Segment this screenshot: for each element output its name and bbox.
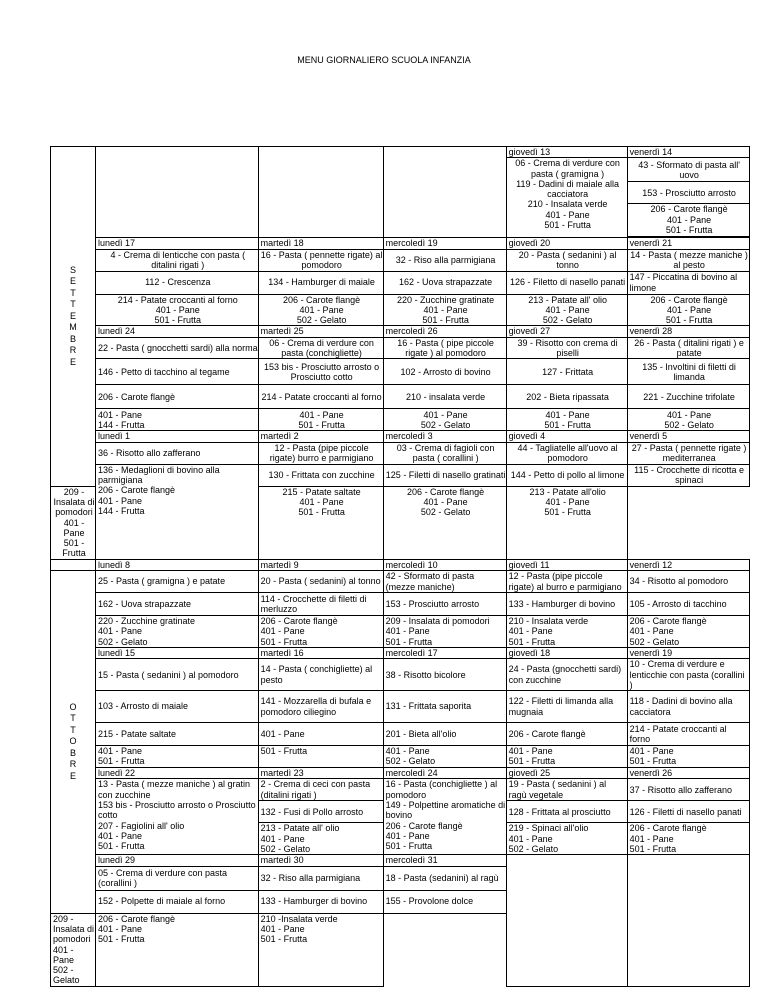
day-header: mercoledì 24 (383, 768, 506, 779)
side-dish: 215 - Patate saltate 401 - Pane 501 - Frutta (258, 486, 383, 559)
day-header: venerdì 19 (627, 647, 749, 658)
second-course: 153 - Prosciutto arrosto (627, 182, 749, 204)
side-dish: 213 - Patate all' olio 401 - Pane 502 - Gelato (506, 294, 627, 326)
side-dish: 210 -Insalata verde 401 - Pane 501 - Frutta (258, 913, 383, 986)
empty-cell (51, 559, 96, 570)
first-course: 42 - Sformato di pasta (mezze maniche) (383, 571, 506, 593)
side-dish: 206 - Carote flangè 401 - Pane 502 - Gelato (383, 486, 506, 559)
vegetable: 401 - Pane (258, 723, 383, 746)
day-header: martedì 30 (258, 855, 383, 866)
vegetable: 214 - Patate croccanti al forno (258, 385, 383, 409)
side-dish: 206 - Carote flangè 401 - Pane 501 - Frutta (627, 294, 749, 326)
first-course: 39 - Risotto con crema di piselli (506, 337, 627, 359)
day-header: martedì 9 (258, 559, 383, 570)
day-header: giovedì 27 (506, 326, 627, 337)
first-course: 18 - Pasta (sedanini) al ragù (383, 866, 506, 890)
bread-fruit: 501 - Frutta (258, 746, 383, 768)
first-course: 12 - Pasta (pipe piccole rigate) burro e parmigiano (258, 442, 383, 464)
day-header: lunedì 15 (96, 647, 259, 658)
side-dish: 206 - Carote flangè 401 - Pane 501 - Frutta (96, 913, 259, 986)
bread-fruit: 401 - Pane 502 - Gelato (383, 746, 506, 768)
menu-cell: 13 - Pasta ( mezze maniche ) al gratin con zucchine 153 bis - Prosciutto arrosto o Prosciutto cotto 207 - Fagiolini all' olio 401 - Pane 501 - Frutta (96, 779, 259, 855)
first-course: 34 - Risotto al pomodoro (627, 571, 749, 593)
first-course: 12 - Pasta (pipe piccole rigate) al burro e parmigiano (506, 571, 627, 593)
first-course: 32 - Riso alla parmigiana (383, 249, 506, 271)
second-course: 155 - Provolone dolce (383, 890, 506, 913)
day-header: martedì 18 (258, 238, 383, 249)
second-course: 153 bis - Prosciutto arrosto o Prosciutto cotto (258, 359, 383, 385)
first-course: 10 - Crema di verdure e lenticchie con pasta (corallini ) (627, 659, 749, 691)
second-course: 125 - Filetti di nasello gratinati (383, 464, 506, 486)
vegetable: 202 - Bieta ripassata (506, 385, 627, 409)
vegetable: 214 - Patate croccanti al forno (627, 723, 749, 746)
first-course: 03 - Crema di fagioli con pasta ( corallini ) (383, 442, 506, 464)
second-course: 127 - Frittata (506, 359, 627, 385)
first-course: 14 - Pasta ( mezze maniche ) al pesto (627, 249, 749, 271)
second-course: 103 - Arrosto di maiale (96, 691, 259, 723)
day-header: mercoledì 17 (383, 647, 506, 658)
day-header: giovedì 18 (506, 647, 627, 658)
first-course: 26 - Pasta ( ditalini rigati ) e patate (627, 337, 749, 359)
first-course: 05 - Crema di verdure con pasta (corallini ) (96, 866, 259, 890)
bread-fruit: 401 - Pane 501 - Frutta (96, 746, 259, 768)
empty-cell (506, 855, 627, 986)
second-course: 105 - Arrosto di tacchino (627, 593, 749, 616)
day-header: giovedì 20 (506, 238, 627, 249)
day-header: giovedì 13 (506, 147, 627, 158)
day-header: martedì 23 (258, 768, 383, 779)
first-course: 37 - Risotto allo zafferano (627, 779, 749, 801)
second-course: 144 - Petto di pollo al limone (506, 464, 627, 486)
second-course: 162 - Uova strapazzate (96, 593, 259, 616)
day-header: mercoledì 26 (383, 326, 506, 337)
day-header: martedì 2 (258, 431, 383, 442)
day-header: giovedì 25 (506, 768, 627, 779)
day-header: mercoledì 3 (383, 431, 506, 442)
second-course: 131 - Frittata saporita (383, 691, 506, 723)
second-course: 147 - Piccatina di bovino al limone (627, 271, 749, 294)
second-course: 114 - Crocchette di filetti di merluzzo (258, 593, 383, 616)
first-course: 14 - Pasta ( conchigliette) al pesto (258, 659, 383, 691)
side-dish: 206 - Carote flangè 401 - Pane 501 - Frutta (627, 204, 749, 237)
day-header: lunedì 17 (96, 238, 259, 249)
bread-fruit: 401 - Pane 501 - Frutta (506, 746, 627, 768)
first-course: 43 - Sformato di pasta all' uovo (627, 158, 749, 182)
day-header: lunedì 1 (96, 431, 259, 442)
first-course: 2 - Crema di ceci con pasta (ditalini rigati ) (258, 779, 383, 801)
menu-table (50, 146, 750, 987)
side-dish: 206 - Carote flangè 401 - Pane 502 - Gelato (258, 294, 383, 326)
page-title: MENU GIORNALIERO SCUOLA INFANZIA (297, 55, 471, 65)
day-header: venerdì 21 (627, 238, 749, 249)
second-course: 134 - Hamburger di maiale (258, 271, 383, 294)
day-header: giovedì 4 (506, 431, 627, 442)
day-header: venerdì 12 (627, 559, 749, 570)
day-header: martedì 16 (258, 647, 383, 658)
day-header: lunedì 24 (96, 326, 259, 337)
second-course: 128 - Frittata al prosciutto (506, 801, 627, 823)
first-course: 19 - Pasta ( sedanini ) al ragù vegetale (506, 779, 627, 801)
first-course: 06 - Crema di verdure con pasta (conchigliette) (258, 337, 383, 359)
day-header: giovedì 11 (506, 559, 627, 570)
empty-cell (383, 147, 506, 238)
first-course: 38 - Risotto bicolore (383, 659, 506, 691)
day-header: mercoledì 10 (383, 559, 506, 570)
first-course: 22 - Pasta ( gnocchetti sardi) alla norma (96, 337, 259, 359)
second-course: 118 - Dadini di bovino alla cacciatora (627, 691, 749, 723)
vegetable: 201 - Bieta all'olio (383, 723, 506, 746)
bread-fruit: 401 - Pane 501 - Frutta (506, 409, 627, 431)
second-course: 133 - Hamburger di bovino (506, 593, 627, 616)
side-dish: 219 - Spinaci all'olio 401 - Pane 502 - Gelato (506, 823, 627, 855)
day-header: venerdì 5 (627, 431, 749, 442)
second-course: 122 - Filetti di limanda alla mugnaia (506, 691, 627, 723)
second-course: 112 - Crescenza (96, 271, 259, 294)
side-dish: 209 - Insalata di pomodori 401 - Pane 501 - Frutta (383, 616, 506, 648)
day-header: martedì 25 (258, 326, 383, 337)
month-label-september: S E T T E M B R E (51, 147, 96, 487)
side-dish: 213 - Patate all'olio 401 - Pane 501 - Frutta (506, 486, 627, 559)
first-course: 20 - Pasta ( sedanini) al tonno (258, 571, 383, 593)
first-course: 32 - Riso alla parmigiana (258, 866, 383, 890)
side-dish: 220 - Zucchine gratinate 401 - Pane 501 - Frutta (383, 294, 506, 326)
second-course: 141 - Mozzarella di bufala e pomodoro ciliegino (258, 691, 383, 723)
side-dish: 210 - Insalata verde 401 - Pane 501 - Frutta (506, 616, 627, 648)
first-course: 20 - Pasta ( sedanini ) al tonno (506, 249, 627, 271)
bread-fruit: 401 - Pane 144 - Frutta (96, 409, 259, 431)
second-course: 126 - Filetti di nasello panati (627, 801, 749, 823)
bread-fruit: 401 - Pane 501 - Frutta (627, 746, 749, 768)
day-header: venerdì 14 (627, 147, 749, 158)
first-course: 25 - Pasta ( gramigna ) e patate (96, 571, 259, 593)
side-dish: 206 - Carote flangè 401 - Pane 502 - Gelato (627, 616, 749, 648)
side-dish: 206 - Carote flangè 401 - Pane 501 - Frutta (258, 616, 383, 648)
bread-fruit: 401 - Pane 502 - Gelato (627, 409, 749, 431)
side-dish: 220 - Zucchine gratinate 401 - Pane 502 - Gelato (96, 616, 259, 648)
side-dish: 206 - Carote flangè 401 - Pane 501 - Frutta (627, 823, 749, 855)
second-course: 153 - Prosciutto arrosto (383, 593, 506, 616)
day-header: mercoledì 19 (383, 238, 506, 249)
empty-cell (627, 855, 749, 986)
day-header: mercoledì 31 (383, 855, 506, 866)
day-header: venerdì 28 (627, 326, 749, 337)
vegetable: 210 - insalata verde (383, 385, 506, 409)
bread-fruit: 401 - Pane 502 - Gelato (383, 409, 506, 431)
menu-cell: 16 - Pasta (conchigliette ) al pomodoro 149 - Polpettine aromatiche di bovino 206 - Carote flangè 401 - Pane 501 - Frutta (383, 779, 506, 855)
second-course: 126 - Filetto di nasello panati (506, 271, 627, 294)
second-course: 132 - Fusi di Pollo arrosto (258, 801, 383, 823)
second-course: 146 - Petto di tacchino al tegame (96, 359, 259, 385)
side-dish: 213 - Patate all' olio 401 - Pane 502 - Gelato (258, 823, 383, 855)
side-dish: 209 - Insalata di pomodori 401 - Pane 501 - Frutta (51, 486, 96, 559)
menu-cell: 06 - Crema di verdure con pasta ( gramigna ) 119 - Dadini di maiale alla cacciatora 210 - Insalata verde 401 - Pane 501 - Frutta (506, 158, 627, 238)
second-course: 130 - Frittata con zucchine (258, 464, 383, 486)
second-course: 102 - Arrosto di bovino (383, 359, 506, 385)
menu-cell: 136 - Medaglioni di bovino alla parmigiana 206 - Carote flangè 401 - Pane 144 - Frutta (96, 464, 259, 559)
second-course: 115 - Crocchette di ricotta e spinaci (627, 464, 749, 486)
vegetable: 215 - Patate saltate (96, 723, 259, 746)
second-course: 135 - Involtini di filetti di limanda (627, 359, 749, 385)
side-dish: 214 - Patate croccanti al forno 401 - Pane 501 - Frutta (96, 294, 259, 326)
first-course: 16 - Pasta ( pipe piccole rigate ) al pomodoro (383, 337, 506, 359)
first-course: 15 - Pasta ( sedanini ) al pomodoro (96, 659, 259, 691)
vegetable: 206 - Carote flangè (506, 723, 627, 746)
bread-fruit: 401 - Pane 501 - Frutta (258, 409, 383, 431)
first-course: 4 - Crema di lenticche con pasta ( ditalini rigati ) (96, 249, 259, 271)
first-course: 16 - Pasta ( pennette rigate) al pomodoro (258, 249, 383, 271)
month-label-october: O T T O B R E (51, 571, 96, 914)
day-header: venerdì 26 (627, 768, 749, 779)
day-header: lunedì 22 (96, 768, 259, 779)
first-course: 24 - Pasta (gnocchetti sardi) con zucchine (506, 659, 627, 691)
second-course: 162 - Uova strapazzate (383, 271, 506, 294)
first-course: 27 - Pasta ( pennette rigate ) mediterranea (627, 442, 749, 464)
first-course: 36 - Risotto allo zafferano (96, 442, 259, 464)
first-course: 44 - Tagliatelle all'uovo al pomodoro (506, 442, 627, 464)
empty-cell (258, 147, 383, 238)
second-course: 133 - Hamburger di bovino (258, 890, 383, 913)
day-header: lunedì 8 (96, 559, 259, 570)
vegetable: 221 - Zucchine trifolate (627, 385, 749, 409)
day-header: lunedì 29 (96, 855, 259, 866)
empty-cell (96, 147, 259, 238)
side-dish: 209 - Insalata di pomodori 401 - Pane 502 - Gelato (51, 913, 96, 986)
second-course: 152 - Polpette di maiale al forno (96, 890, 259, 913)
vegetable: 206 - Carote flangè (96, 385, 259, 409)
